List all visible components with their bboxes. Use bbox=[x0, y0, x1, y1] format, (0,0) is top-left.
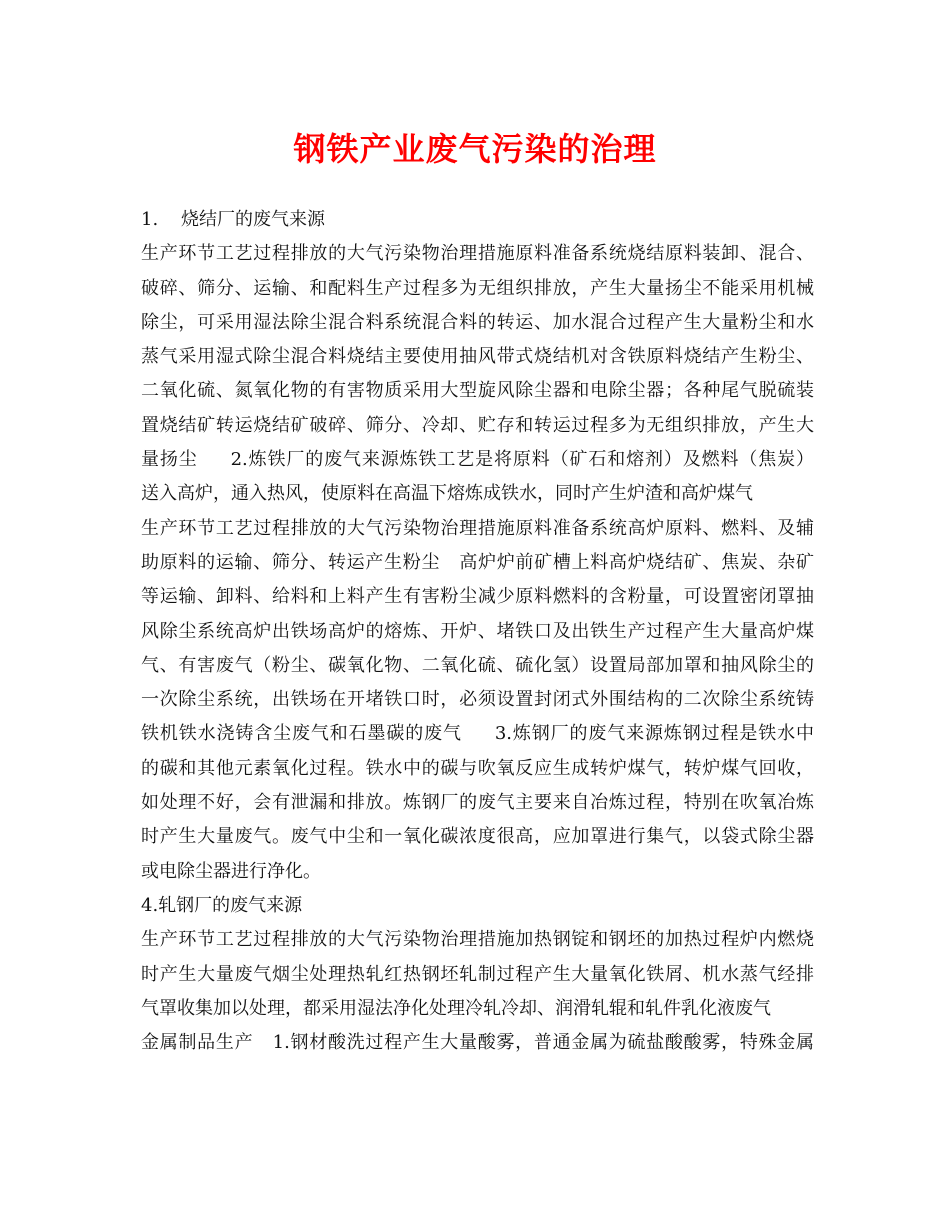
paragraph-line: 量扬尘 2.炼铁厂的废气来源炼铁工艺是将原料（矿石和熔剂）及燃料（焦炭） bbox=[141, 449, 814, 471]
paragraph-line: 破碎、筛分、运输、和配料生产过程多为无组织排放，产生大量扬尘不能采用机械 bbox=[141, 277, 814, 299]
paragraph-line: 的碳和其他元素氧化过程。铁水中的碳与吹氧反应生成转炉煤气，转炉煤气回收， bbox=[141, 757, 814, 779]
paragraph-line: 气罩收集加以处理，都采用湿法净化处理冷轧冷却、润滑轧辊和轧件乳化液废气 bbox=[141, 997, 771, 1019]
paragraph-line: 蒸气采用湿式除尘混合料烧结主要使用抽风带式烧结机对含铁原料烧结产生粉尘、 bbox=[141, 346, 814, 368]
paragraph-line: 二氧化硫、氮氧化物的有害物质采用大型旋风除尘器和电除尘器；各种尾气脱硫装 bbox=[141, 380, 814, 402]
section-heading-rolling: 4.轧钢厂的废气来源 bbox=[141, 894, 303, 916]
paragraph-line: 生产环节工艺过程排放的大气污染物治理措施原料准备系统高炉原料、燃料、及辅 bbox=[141, 517, 814, 539]
paragraph-line: 铁机铁水浇铸含尘废气和石墨碳的废气 3.炼钢厂的废气来源炼钢过程是铁水中 bbox=[141, 723, 814, 745]
paragraph-line: 或电除尘器进行净化。 bbox=[141, 860, 321, 882]
paragraph-line: 送入高炉，通入热风，使原料在高温下熔炼成铁水，同时产生炉渣和高炉煤气 bbox=[141, 483, 753, 505]
page-title: 钢铁产业废气污染的治理 bbox=[293, 130, 657, 168]
section-heading-sintering: 1. 烧结厂的废气来源 bbox=[141, 209, 326, 230]
paragraph-line: 金属制品生产 1.钢材酸洗过程产生大量酸雾，普通金属为硫盐酸酸雾，特殊金属 bbox=[141, 1032, 814, 1054]
paragraph-line: 生产环节工艺过程排放的大气污染物治理措施加热钢锭和钢坯的加热过程炉内燃烧 bbox=[141, 929, 814, 951]
paragraph-line: 助原料的运输、筛分、转运产生粉尘 高炉炉前矿槽上料高炉烧结矿、焦炭、杂矿 bbox=[141, 551, 814, 573]
paragraph-line: 时产生大量废气。废气中尘和一氧化碳浓度很高，应加罩进行集气，以袋式除尘器 bbox=[141, 826, 814, 848]
paragraph-line: 如处理不好，会有泄漏和排放。炼钢厂的废气主要来自冶炼过程，特别在吹氧冶炼 bbox=[141, 792, 814, 814]
paragraph-line: 置烧结矿转运烧结矿破碎、筛分、冷却、贮存和转运过程多为无组织排放，产生大 bbox=[141, 414, 814, 436]
paragraph-line: 生产环节工艺过程排放的大气污染物治理措施原料准备系统烧结原料装卸、混合、 bbox=[141, 243, 814, 265]
paragraph-line: 等运输、卸料、给料和上料产生有害粉尘减少原料燃料的含粉量，可设置密闭罩抽 bbox=[141, 586, 814, 608]
paragraph-line: 时产生大量废气烟尘处理热轧红热钢坯轧制过程产生大量氧化铁屑、机水蒸气经排 bbox=[141, 963, 814, 985]
paragraph-line: 一次除尘系统，出铁场在开堵铁口时，必须设置封闭式外围结构的二次除尘系统铸 bbox=[141, 689, 814, 711]
paragraph-line: 除尘，可采用湿法除尘混合料系统混合料的转运、加水混合过程产生大量粉尘和水 bbox=[141, 311, 814, 333]
document-body bbox=[141, 203, 814, 1060]
paragraph-line: 风除尘系统高炉出铁场高炉的熔炼、开炉、堵铁口及出铁生产过程产生大量高炉煤 bbox=[141, 620, 814, 642]
paragraph-line: 气、有害废气（粉尘、碳氧化物、二氧化硫、硫化氢）设置局部加罩和抽风除尘的 bbox=[141, 654, 814, 676]
